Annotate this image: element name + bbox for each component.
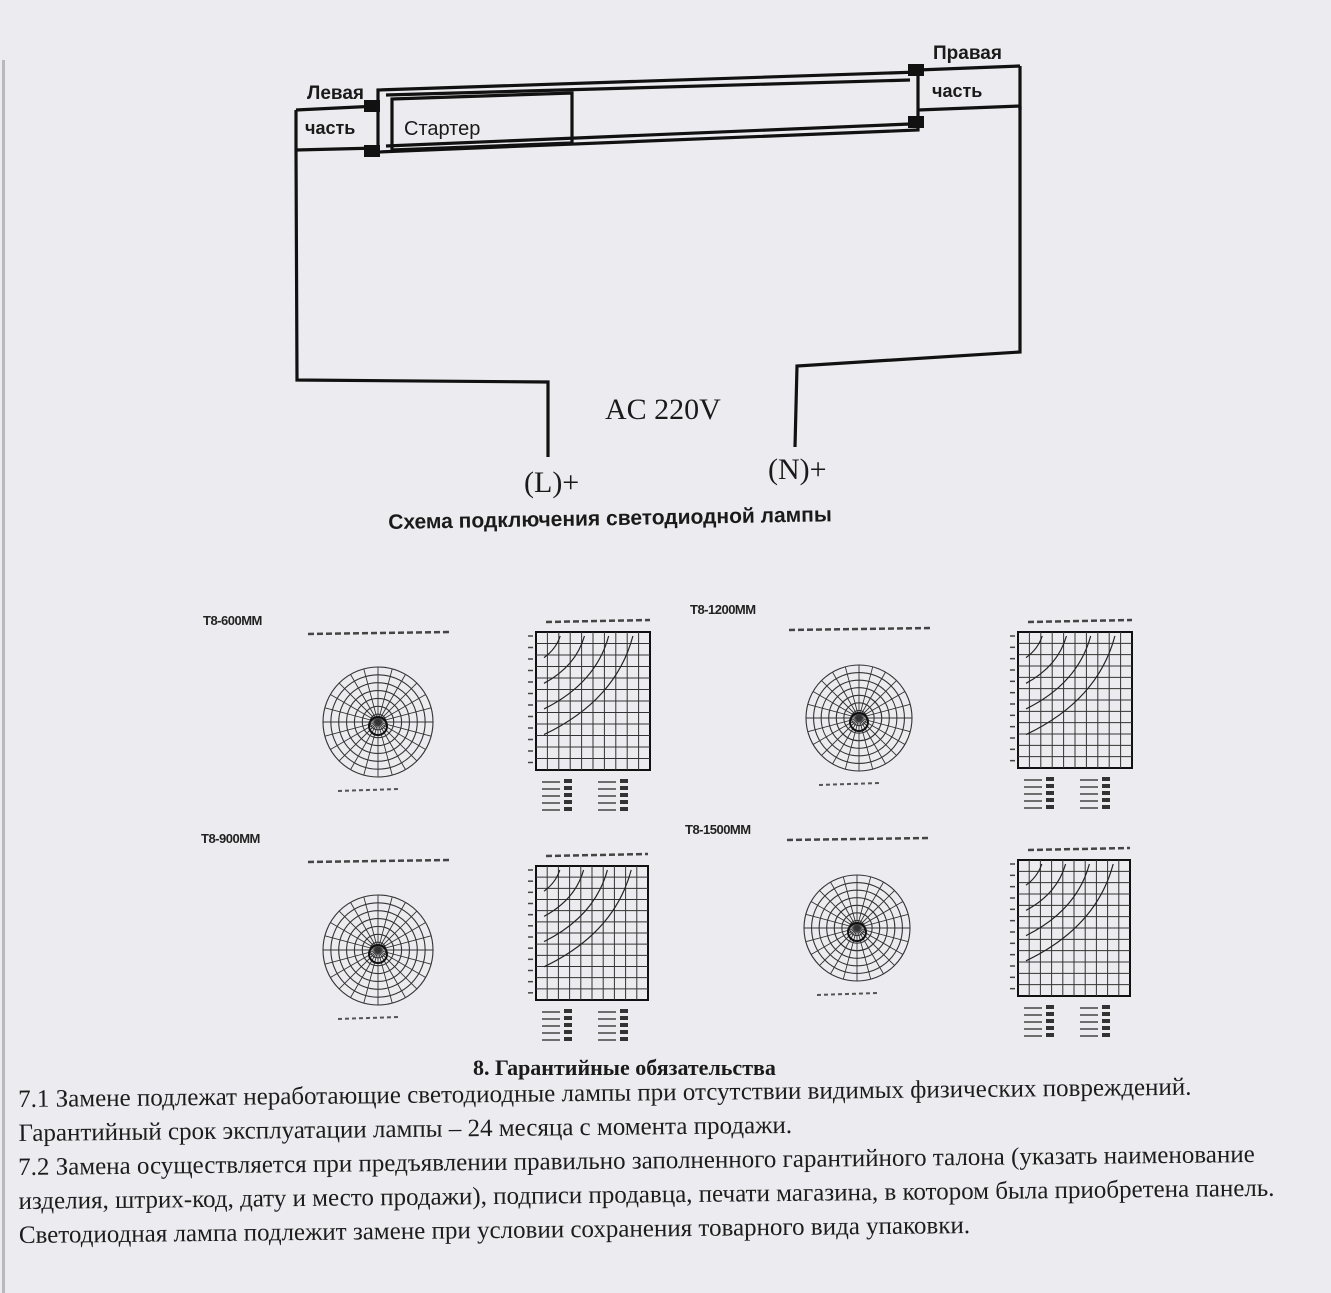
polar-spoke	[325, 936, 378, 950]
polar-spoke	[859, 718, 873, 769]
grid-legend-mark	[1046, 1005, 1054, 1009]
left-part-label-line1: Левая	[307, 83, 364, 104]
polar-spoke	[857, 877, 871, 928]
polar-spoke	[845, 718, 859, 769]
polar-spoke	[843, 877, 857, 928]
grid-legend-mark	[1046, 777, 1054, 781]
grid-legend-mark	[1102, 805, 1110, 809]
polar-header-line	[308, 860, 450, 862]
grid-legend-mark	[1102, 1019, 1110, 1023]
starter-label: Стартер	[404, 118, 481, 140]
grid-header-line	[1028, 848, 1130, 850]
polar-legend-line	[338, 1017, 398, 1019]
grid-legend-mark	[564, 786, 572, 790]
grid-curve	[1026, 636, 1115, 735]
diagram-caption: Схема подключения светодиодной лампы	[388, 503, 833, 534]
grid-curve	[1026, 636, 1091, 709]
grid-legend-mark	[620, 786, 628, 790]
neutral-terminal-label: (N)+	[768, 453, 827, 486]
polar-spoke	[845, 667, 859, 718]
grid-legend-mark	[564, 1030, 572, 1034]
grid-legend-mark	[620, 1037, 628, 1041]
polar-spoke	[364, 897, 378, 950]
model-label-900: T8-900MM	[201, 831, 260, 846]
grid-legend-mark	[1102, 777, 1110, 781]
model-label-1500: T8-1500MM	[685, 822, 751, 837]
grid-legend-mark	[1046, 1026, 1054, 1030]
warranty-clause-7-2: 7.2 Замена осуществляется при предъявлении правильно заполненного гарантийного талона (указать наименование изделия, штрих-код, дату и место продажи), подписи продавца, печати магазина, в котором была приобретена панель. Светодиодная лампа подлежит замене при условии сохранения товарного вида упаковки.	[18, 1141, 1275, 1249]
grid-header-line	[546, 854, 648, 856]
ac-voltage-label: AC 220V	[605, 393, 721, 426]
grid-legend-mark	[1046, 805, 1054, 809]
grid-legend-mark	[1046, 1033, 1054, 1037]
polar-legend-line	[817, 993, 877, 995]
grid-legend-mark	[1102, 1005, 1110, 1009]
grid-curve	[544, 870, 607, 942]
grid-legend-mark	[620, 1030, 628, 1034]
grid-curve	[544, 636, 560, 658]
model-label-600: T8-600MM	[203, 613, 262, 628]
polar-spoke	[378, 669, 392, 722]
polar-header-line	[789, 628, 931, 630]
polar-spoke	[378, 897, 392, 950]
grid-header-line	[546, 620, 650, 622]
grid-legend-mark	[564, 779, 572, 783]
grid-curve	[1026, 864, 1089, 936]
grid-curve	[544, 636, 633, 735]
polar-spoke	[857, 928, 871, 979]
grid-curve	[1026, 864, 1113, 961]
grid-legend-mark	[620, 793, 628, 797]
grid-legend-mark	[1102, 798, 1110, 802]
grid-legend-mark	[1102, 1026, 1110, 1030]
grid-legend-mark	[1102, 791, 1110, 795]
grid-legend-mark	[1046, 791, 1054, 795]
grid-legend-mark	[1102, 1012, 1110, 1016]
polar-legend-line	[819, 783, 879, 785]
live-terminal-label: (L)+	[524, 466, 580, 499]
polar-spoke	[843, 928, 857, 979]
grid-legend-mark	[564, 1037, 572, 1041]
grid-legend-mark	[1046, 784, 1054, 788]
grid-legend-mark	[1046, 798, 1054, 802]
grid-legend-mark	[1102, 784, 1110, 788]
grid-legend-mark	[620, 807, 628, 811]
polar-spoke	[364, 669, 378, 722]
polar-header-line	[787, 838, 929, 840]
grid-legend-mark	[620, 1009, 628, 1013]
warranty-clause-7-1: 7.1 Замене подлежат неработающие светодиодные лампы при отсутствии видимых физических повреждений. Гарантийный срок эксплуатации лампы – 24 месяца с момента продажи.	[18, 1073, 1192, 1147]
grid-legend-mark	[1046, 1019, 1054, 1023]
right-part-label-line2: часть	[932, 81, 983, 101]
grid-curve	[544, 636, 609, 709]
polar-spoke	[325, 708, 378, 722]
polar-spoke	[859, 667, 873, 718]
grid-legend-mark	[564, 1009, 572, 1013]
grid-header-line	[1028, 620, 1132, 622]
grid-legend-mark	[564, 1023, 572, 1027]
polar-legend-line	[338, 789, 398, 791]
model-label-1200: T8-1200MM	[690, 602, 756, 617]
left-part-label-line2: часть	[305, 118, 356, 138]
grid-legend-mark	[564, 807, 572, 811]
grid-legend-mark	[620, 1016, 628, 1020]
polar-spoke	[378, 936, 431, 950]
polar-spoke	[378, 708, 431, 722]
grid-legend-mark	[564, 800, 572, 804]
grid-legend-mark	[1046, 1012, 1054, 1016]
grid-legend-mark	[564, 793, 572, 797]
grid-legend-mark	[564, 1016, 572, 1020]
grid-legend-mark	[620, 800, 628, 804]
grid-legend-mark	[620, 779, 628, 783]
right-part-label-line1: Правая	[933, 43, 1002, 64]
grid-curve	[1026, 864, 1042, 885]
grid-legend-mark	[1102, 1033, 1110, 1037]
grid-legend-mark	[620, 1023, 628, 1027]
warranty-heading: 8. Гарантийные обязательства	[473, 1055, 776, 1080]
grid-curve	[544, 870, 631, 967]
polar-header-line	[308, 632, 450, 634]
